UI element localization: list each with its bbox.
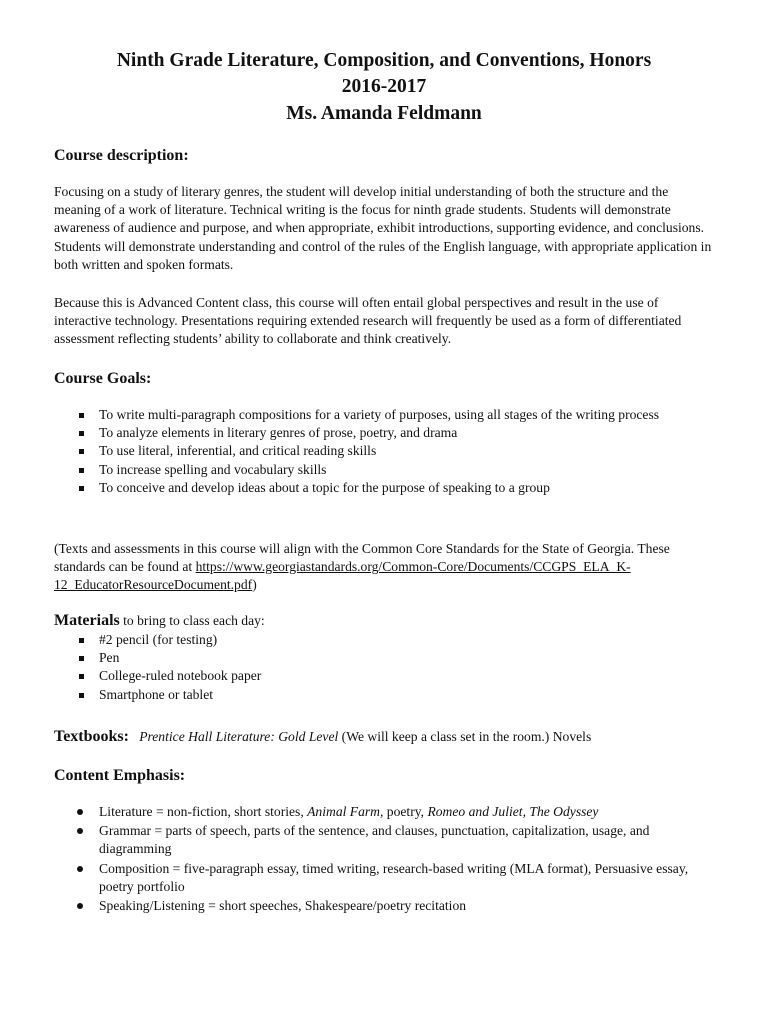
materials-list — [54, 631, 724, 704]
literature-text: Literature = non-fiction, short stories, — [99, 804, 308, 819]
content-emphasis-list — [54, 803, 718, 916]
list-item: To write multi-paragraph compositions for a variety of purposes, using all stages of the writing process — [54, 406, 724, 424]
standards-note-text: (Texts and assessments in this course will align with the Common Core Standards for the State of Georgia. These standards can be found at — [54, 541, 670, 575]
list-item: #2 pencil (for testing) — [54, 631, 724, 649]
literature-work-title: Animal Farm, — [307, 804, 384, 819]
textbooks-heading: Textbooks: — [54, 728, 129, 745]
materials-heading: Materials — [54, 612, 120, 629]
standards-link[interactable]: https://www.georgiastandards.org/Common-Core/Documents/CCGPS_ELA_K-12_EducatorResourceDocument.pdf — [54, 559, 631, 593]
course-description-paragraph-2: Because this is Advanced Content class, this course will often entail global perspectives and result in the use of interactive technology. Presentations requiring extended research will frequently be used as a form of differentiated assessment reflecting students’ ability to collaborate and think creatively. — [54, 295, 682, 347]
course-title: Ninth Grade Literature, Composition, and Conventions, Honors — [116, 50, 652, 71]
list-item: Pen — [54, 649, 724, 667]
literature-work-titles: Romeo and Juliet, The Odyssey — [427, 804, 599, 819]
list-item: To increase spelling and vocabulary skills — [54, 461, 724, 479]
content-emphasis-heading: Content Emphasis: — [54, 767, 186, 784]
standards-note-close: ) — [252, 577, 257, 593]
course-description-heading: Course description: — [54, 147, 189, 164]
textbook-title: Prentice Hall Literature: Gold Level — [139, 729, 339, 744]
list-item: To conceive and develop ideas about a topic for the purpose of speaking to a group — [54, 479, 724, 497]
teacher-name: Ms. Amanda Feldmann — [286, 103, 482, 124]
textbooks-line — [54, 728, 716, 746]
textbooks-note: (We will keep a class set in the room.) Novels — [338, 729, 592, 744]
list-item: To analyze elements in literary genres of prose, poetry, and drama — [54, 424, 724, 442]
standards-note — [54, 540, 718, 595]
materials-line — [54, 612, 716, 630]
list-item: College-ruled notebook paper — [54, 667, 724, 685]
list-item: Smartphone or tablet — [54, 686, 724, 704]
list-item-literature — [54, 803, 718, 821]
list-item-composition: Composition = five-paragraph essay, timed writing, research-based writing (MLA format), Persuasive essay, poetry portfolio — [54, 860, 718, 896]
literature-text-mid: poetry, — [383, 804, 428, 819]
list-item: To use literal, inferential, and critical reading skills — [54, 442, 724, 460]
list-item-speaking: Speaking/Listening = short speeches, Shakespeare/poetry recitation — [54, 897, 718, 915]
school-year: 2016-2017 — [341, 76, 427, 97]
course-goals-list — [54, 406, 724, 497]
list-item-grammar: Grammar = parts of speech, parts of the sentence, and clauses, punctuation, capitalization, usage, and diagramming — [54, 822, 718, 858]
course-goals-heading: Course Goals: — [54, 370, 152, 387]
materials-intro: to bring to class each day: — [119, 613, 265, 628]
course-description-paragraph-1: Focusing on a study of literary genres, the student will develop initial understanding of both the structure and the meaning of a work of literature. Technical writing is the focus for ninth grade students. Students will demonstrate awareness of audience and purpose, and when appropriate, exhibit introductions, supporting evidence, and conclusions. Students will demonstrate understanding and control of the rules of the English language, with appropriate application in both written and spoken formats. — [54, 184, 712, 272]
